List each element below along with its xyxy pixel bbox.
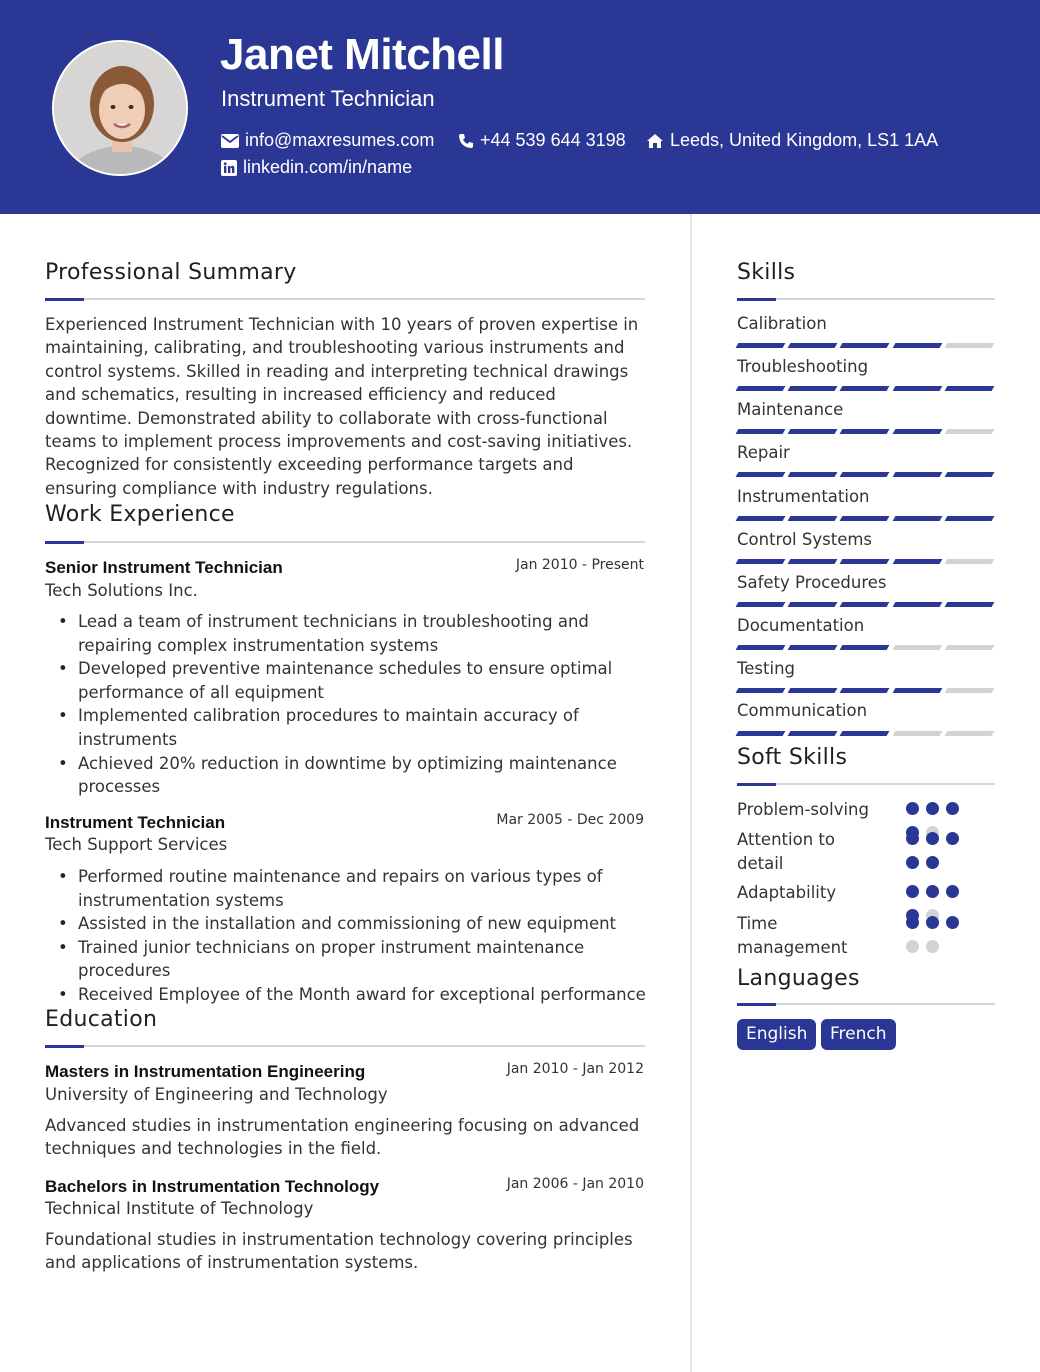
skill-level-segment <box>944 645 994 650</box>
skill-name: Troubleshooting <box>737 357 869 376</box>
rating-dot <box>906 916 919 929</box>
soft-skill-name: Attention to detail <box>737 830 835 873</box>
experience-heading-rule <box>45 541 645 543</box>
skill-level-segment <box>840 386 890 391</box>
rating-dot <box>906 940 919 953</box>
skill-level-segment <box>736 559 786 564</box>
job-responsibilities <box>46 610 636 799</box>
skill-level-segment <box>840 429 890 434</box>
skill-level-bar <box>737 645 993 650</box>
skills-heading-rule <box>737 298 995 300</box>
job-responsibilities <box>46 865 646 1007</box>
candidate-title: Instrument Technician <box>221 86 435 111</box>
resume-header <box>0 0 1040 214</box>
list-item: • Trained junior technicians on proper instrument maintenance procedures <box>46 936 646 983</box>
rating-dot <box>906 832 919 845</box>
soft-skill-name: Time management <box>737 914 848 957</box>
column-divider <box>690 214 692 1372</box>
rating-dot <box>946 885 959 898</box>
skill-level-segment <box>892 386 942 391</box>
rating-dot <box>926 832 939 845</box>
skill-level-segment <box>736 472 786 477</box>
skills-heading: Skills <box>737 260 796 285</box>
degree-date: Jan 2006 - Jan 2010 <box>506 1176 644 1192</box>
contact-email[interactable] <box>221 130 434 151</box>
contact-phone-text: +44 539 644 3198 <box>480 130 626 150</box>
skill-level-bar <box>737 688 993 693</box>
education-heading: Education <box>45 1007 158 1032</box>
degree-title: Bachelors in Instrumentation Technology <box>45 1177 380 1196</box>
degree-description: Advanced studies in instrumentation engineering focusing on advanced techniques and technologies in the field. <box>45 1116 640 1159</box>
skill-name: Repair <box>737 443 790 462</box>
skill-level-segment <box>788 645 838 650</box>
rating-dot <box>926 916 939 929</box>
skill-level-segment <box>892 343 942 348</box>
phone-icon <box>458 133 474 149</box>
skill-level-segment <box>944 731 994 736</box>
skill-level-segment <box>944 516 994 521</box>
skill-level-bar <box>737 602 993 607</box>
skill-level-segment <box>736 343 786 348</box>
skill-level-segment <box>944 559 994 564</box>
skill-level-segment <box>944 343 994 348</box>
language-badge: English <box>737 1019 816 1050</box>
job-title: Instrument Technician <box>45 813 226 832</box>
soft-skill-rating <box>906 832 978 869</box>
language-badge: French <box>821 1019 896 1050</box>
candidate-name: Janet Mitchell <box>220 30 504 79</box>
skill-level-segment <box>892 602 942 607</box>
home-icon <box>646 133 664 149</box>
skill-level-segment <box>840 343 890 348</box>
list-item: • Implemented calibration procedures to maintain accuracy of instruments <box>46 704 636 751</box>
skill-level-bar <box>737 731 993 736</box>
skill-name: Safety Procedures <box>737 573 887 592</box>
degree-date: Jan 2010 - Jan 2012 <box>506 1061 644 1077</box>
skill-level-segment <box>840 645 890 650</box>
school-name: University of Engineering and Technology <box>45 1085 388 1104</box>
skill-level-bar <box>737 386 993 391</box>
list-item: • Performed routine maintenance and repairs on various types of instrumentation systems <box>46 865 646 912</box>
skill-level-segment <box>944 688 994 693</box>
skill-level-segment <box>788 559 838 564</box>
soft-skills-heading: Soft Skills <box>737 745 848 770</box>
soft-skill-rating <box>906 916 978 953</box>
list-item: • Received Employee of the Month award for exceptional performance <box>46 983 646 1007</box>
skill-level-segment <box>736 429 786 434</box>
rating-dot <box>906 885 919 898</box>
rating-dot <box>926 856 939 869</box>
skill-level-segment <box>788 472 838 477</box>
envelope-icon <box>221 134 239 148</box>
skill-level-segment <box>892 731 942 736</box>
contact-linkedin[interactable] <box>221 157 412 178</box>
contact-location-text: Leeds, United Kingdom, LS1 1AA <box>670 130 939 150</box>
job-company: Tech Support Services <box>45 835 228 854</box>
job-company: Tech Solutions Inc. <box>45 581 198 600</box>
skill-level-segment <box>788 516 838 521</box>
skill-level-segment <box>788 602 838 607</box>
skill-level-segment <box>892 516 942 521</box>
skill-level-bar <box>737 343 993 348</box>
skill-level-segment <box>840 472 890 477</box>
list-item: • Lead a team of instrument technicians in troubleshooting and repairing complex instrumentation systems <box>46 610 636 657</box>
contact-phone[interactable] <box>458 130 626 151</box>
soft-skills-heading-rule <box>737 783 995 785</box>
summary-heading-rule <box>45 298 645 300</box>
skill-level-segment <box>944 472 994 477</box>
skill-level-segment <box>788 429 838 434</box>
skill-level-segment <box>840 731 890 736</box>
linkedin-icon <box>221 160 237 176</box>
skill-level-segment <box>788 688 838 693</box>
skill-name: Instrumentation <box>737 487 870 506</box>
skill-name: Control Systems <box>737 530 873 549</box>
contact-email-text: info@maxresumes.com <box>245 130 435 150</box>
skill-level-bar <box>737 559 993 564</box>
skill-level-bar <box>737 516 993 521</box>
skill-level-segment <box>840 516 890 521</box>
rating-dot <box>926 802 939 815</box>
rating-dot <box>946 832 959 845</box>
list-item: • Achieved 20% reduction in downtime by optimizing maintenance processes <box>46 752 636 799</box>
rating-dot <box>906 856 919 869</box>
experience-heading: Work Experience <box>45 502 235 527</box>
rating-dot <box>926 940 939 953</box>
skill-level-segment <box>892 429 942 434</box>
skill-level-segment <box>736 602 786 607</box>
skill-level-bar <box>737 429 993 434</box>
skill-level-segment <box>840 602 890 607</box>
summary-text: Experienced Instrument Technician with 10 years of proven expertise in maintaining, calibrating, and troubleshooting various instruments and control systems. Skilled in reading and interpreting technical drawings and schematics, resulting in increased efficiency and reduced downtime. Demonstrated ability to collaborate with cross-functional teams to implement process improvements and cost-saving initiatives. Recognized for consistently exceeding performance targets and ensuring compliance with industry regulations. <box>45 315 639 498</box>
skill-name: Documentation <box>737 616 865 635</box>
rating-dot <box>946 916 959 929</box>
profile-photo-avatar-icon <box>54 42 188 176</box>
contact-linkedin-text: linkedin.com/in/name <box>243 157 413 177</box>
skill-level-segment <box>892 688 942 693</box>
job-date: Mar 2005 - Dec 2009 <box>496 812 644 828</box>
skill-level-segment <box>788 731 838 736</box>
skill-level-segment <box>736 645 786 650</box>
languages-heading: Languages <box>737 966 860 991</box>
skill-level-segment <box>736 516 786 521</box>
skill-name: Testing <box>737 659 796 678</box>
skill-level-segment <box>944 429 994 434</box>
rating-dot <box>946 802 959 815</box>
contact-location <box>646 130 938 151</box>
skill-name: Communication <box>737 701 868 720</box>
degree-title: Masters in Instrumentation Engineering <box>45 1062 366 1081</box>
summary-heading: Professional Summary <box>45 260 297 285</box>
skill-level-bar <box>737 472 993 477</box>
list-item: • Assisted in the installation and commissioning of new equipment <box>46 912 646 936</box>
skill-level-segment <box>840 688 890 693</box>
soft-skill-name: Adaptability <box>737 883 837 902</box>
skill-level-segment <box>944 602 994 607</box>
job-date: Jan 2010 - Present <box>515 557 644 573</box>
skill-level-segment <box>892 645 942 650</box>
skill-level-segment <box>736 731 786 736</box>
rating-dot <box>926 885 939 898</box>
skill-level-segment <box>840 559 890 564</box>
skill-level-segment <box>892 472 942 477</box>
skill-level-segment <box>892 559 942 564</box>
skill-name: Maintenance <box>737 400 844 419</box>
skill-level-segment <box>788 343 838 348</box>
school-name: Technical Institute of Technology <box>45 1199 314 1218</box>
education-heading-rule <box>45 1045 645 1047</box>
languages-heading-rule <box>737 1003 995 1005</box>
skill-level-segment <box>788 386 838 391</box>
job-title: Senior Instrument Technician <box>45 558 283 577</box>
skill-level-segment <box>944 386 994 391</box>
rating-dot <box>906 802 919 815</box>
degree-description: Foundational studies in instrumentation technology covering principles and applications of instrumentation systems. <box>45 1230 633 1273</box>
skill-level-segment <box>736 386 786 391</box>
soft-skill-name: Problem-solving <box>737 800 869 819</box>
skill-name: Calibration <box>737 314 827 333</box>
skill-level-segment <box>736 688 786 693</box>
profile-photo <box>52 40 188 176</box>
list-item: • Developed preventive maintenance schedules to ensure optimal performance of all equipment <box>46 657 636 704</box>
